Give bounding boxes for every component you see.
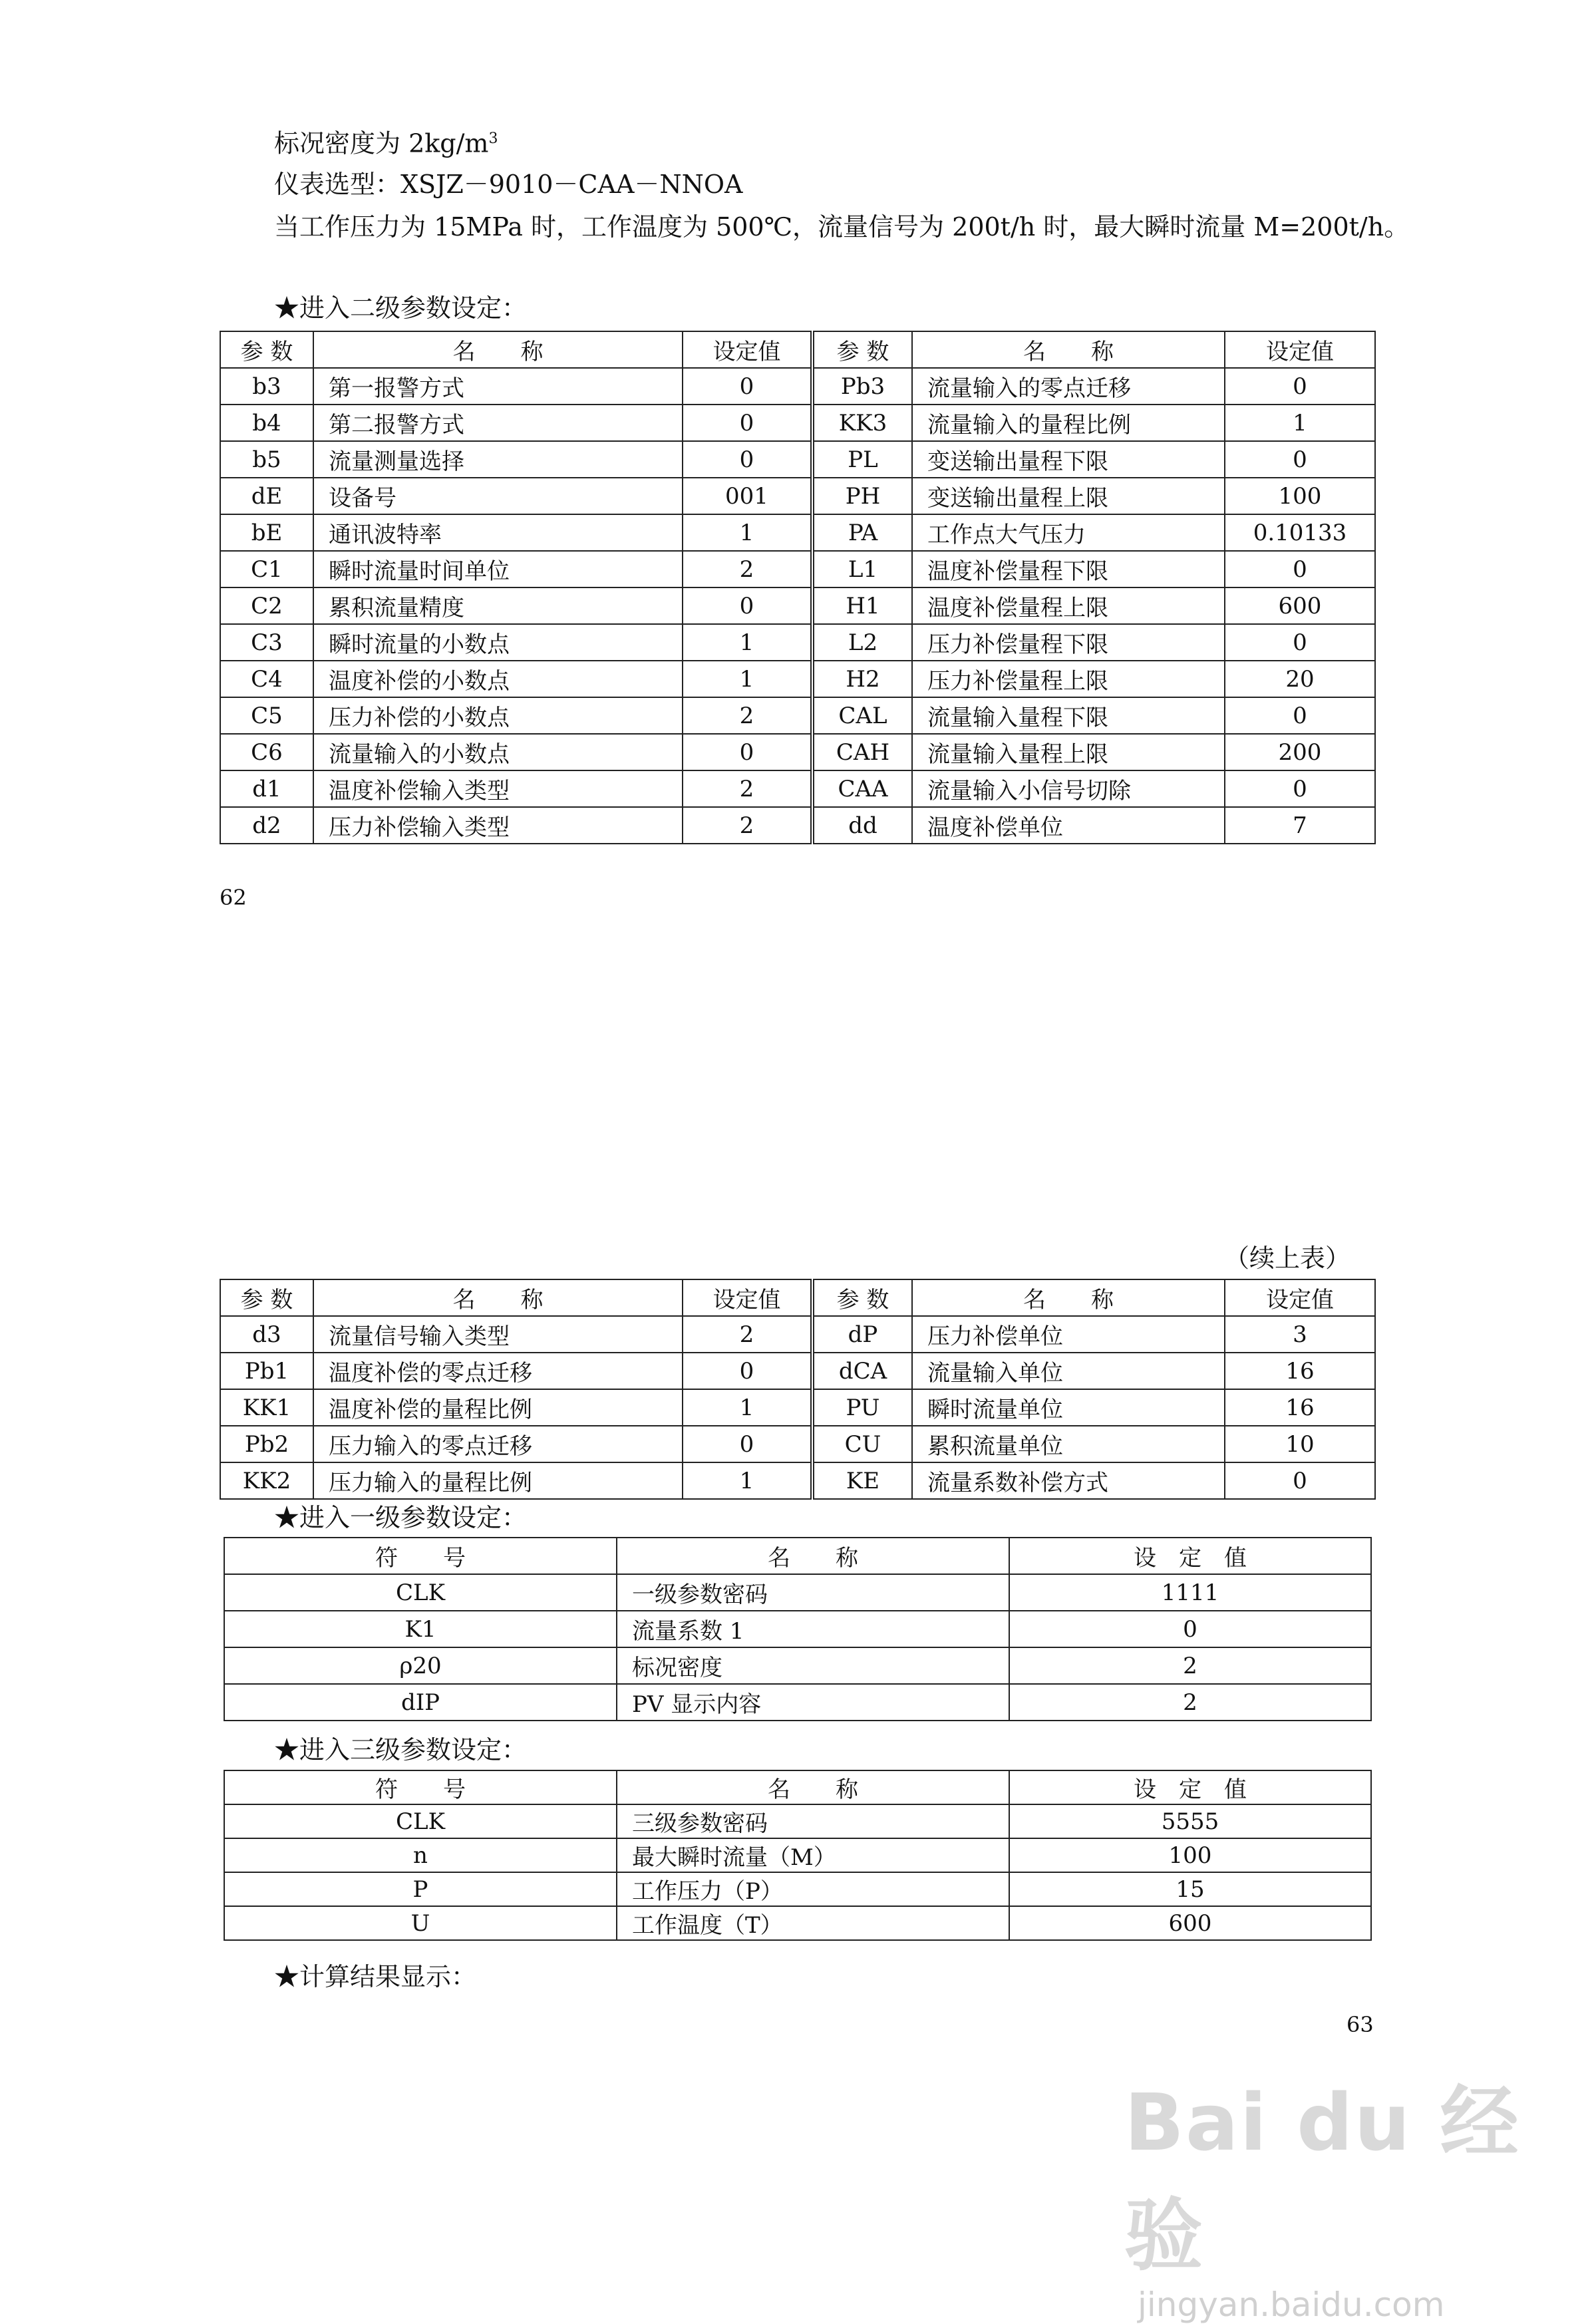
table-cell: 0.10133	[1225, 514, 1375, 551]
table-cell: 10	[1225, 1426, 1375, 1462]
table-cell: 100	[1225, 478, 1375, 514]
header-name: 名 称	[617, 1770, 1009, 1804]
table-cell: C5	[220, 697, 313, 734]
table-row	[220, 1389, 1375, 1426]
header-symbol: 符 号	[224, 1770, 617, 1804]
table-cell: 2	[683, 1316, 812, 1353]
table-cell: 1	[683, 1389, 812, 1426]
table-cell: 7	[1225, 807, 1375, 844]
table-cell: 001	[683, 478, 812, 514]
table-cell: CAL	[812, 697, 912, 734]
table-row	[224, 1906, 1371, 1940]
table-cell: 温度补偿的零点迁移	[313, 1353, 683, 1389]
table-continued-caption: （续上表）	[1224, 1244, 1351, 1273]
table-cell: 1	[1225, 405, 1375, 441]
table-cell: 设备号	[313, 478, 683, 514]
table-cell: 最大瞬时流量（M）	[617, 1838, 1009, 1872]
table-cell: dCA	[812, 1353, 912, 1389]
page-number: 62	[220, 885, 247, 910]
table-cell: d1	[220, 770, 313, 807]
table-cell: 2	[1009, 1647, 1371, 1684]
intro-line-condition: 当工作压力为 15MPa 时，工作温度为 500℃，流量信号为 200t/h 时，最大瞬时流量 M=200t/h。	[274, 212, 1410, 242]
table-cell: 工作压力（P）	[617, 1872, 1009, 1906]
table-row	[220, 770, 1375, 807]
level3-param-table	[224, 1770, 1372, 1941]
table-row	[220, 624, 1375, 661]
header-param: 参 数	[812, 331, 912, 368]
table-cell: KK1	[220, 1389, 313, 1426]
table-cell: 2	[1009, 1684, 1371, 1721]
table-cell: 0	[683, 1426, 812, 1462]
level1-param-table	[224, 1537, 1372, 1721]
intro-line-density: 标况密度为 $2kg/m^3$	[274, 128, 498, 158]
table-cell: 变送输出量程下限	[912, 441, 1225, 478]
table-cell: KK2	[220, 1462, 313, 1499]
table-cell: 瞬时流量的小数点	[313, 624, 683, 661]
table-cell: 200	[1225, 734, 1375, 770]
table-cell: 2	[683, 551, 812, 587]
header-value: 设 定 值	[1009, 1770, 1371, 1804]
header-param: 参 数	[812, 1279, 912, 1316]
table-cell: 压力补偿量程下限	[912, 624, 1225, 661]
table-cell: 16	[1225, 1389, 1375, 1426]
table-cell: U	[224, 1906, 617, 1940]
table-row	[220, 1426, 1375, 1462]
section-heading-calc: ★计算结果显示：	[274, 1962, 477, 1991]
table-body	[224, 1574, 1371, 1721]
table-row	[220, 697, 1375, 734]
table-cell: 600	[1225, 587, 1375, 624]
table-cell: 0	[683, 405, 812, 441]
header-value: 设定值	[683, 331, 812, 368]
table-cell: 2	[683, 697, 812, 734]
table-row	[224, 1611, 1371, 1647]
table-cell: KK3	[812, 405, 912, 441]
table-cell: 0	[683, 368, 812, 405]
table-cell: 0	[1225, 624, 1375, 661]
table-cell: 标况密度	[617, 1647, 1009, 1684]
table-cell: 2	[683, 770, 812, 807]
table-cell: 瞬时流量单位	[912, 1389, 1225, 1426]
table-row	[220, 1316, 1375, 1353]
table-cell: 流量系数补偿方式	[912, 1462, 1225, 1499]
table-body	[220, 368, 1375, 844]
intro-line-model: 仪表选型：XSJZ－9010－CAA－NNOA	[274, 170, 743, 199]
table-cell: d2	[220, 807, 313, 844]
table-cell: 流量输入量程下限	[912, 697, 1225, 734]
table-cell: PH	[812, 478, 912, 514]
table-cell: 0	[1225, 697, 1375, 734]
table-cell: Pb2	[220, 1426, 313, 1462]
table-cell: 流量输入单位	[912, 1353, 1225, 1389]
table-row	[220, 661, 1375, 697]
table-cell: Pb3	[812, 368, 912, 405]
table-cell: 0	[683, 1353, 812, 1389]
table-cell: 温度补偿输入类型	[313, 770, 683, 807]
table-cell: PU	[812, 1389, 912, 1426]
table-cell: 压力输入的零点迁移	[313, 1426, 683, 1462]
table-cell: 0	[683, 734, 812, 770]
table-cell: 0	[1225, 770, 1375, 807]
table-cell: 第一报警方式	[313, 368, 683, 405]
table-cell: 变送输出量程上限	[912, 478, 1225, 514]
table-cell: dP	[812, 1316, 912, 1353]
header-value: 设定值	[683, 1279, 812, 1316]
table-row	[220, 551, 1375, 587]
table-cell: 100	[1009, 1838, 1371, 1872]
header-value: 设定值	[1225, 331, 1375, 368]
table-cell: CU	[812, 1426, 912, 1462]
table-cell: CAH	[812, 734, 912, 770]
header-name: 名 称	[912, 331, 1225, 368]
table-cell: CLK	[224, 1804, 617, 1838]
table-cell: dE	[220, 478, 313, 514]
table-cell: CAA	[812, 770, 912, 807]
table-cell: 0	[683, 441, 812, 478]
header-symbol: 符 号	[224, 1538, 617, 1574]
table-cell: 三级参数密码	[617, 1804, 1009, 1838]
table-row	[220, 734, 1375, 770]
header-name: 名 称	[912, 1279, 1225, 1316]
table-cell: 1111	[1009, 1574, 1371, 1611]
header-value: 设 定 值	[1009, 1538, 1371, 1574]
header-param: 参 数	[220, 1279, 313, 1316]
section-heading-level1: ★进入一级参数设定：	[274, 1503, 528, 1532]
table-cell: 1	[683, 1462, 812, 1499]
table-cell: 流量输入的量程比例	[912, 405, 1225, 441]
table-cell: Pb1	[220, 1353, 313, 1389]
table-cell: 0	[1225, 551, 1375, 587]
table-row	[220, 478, 1375, 514]
table-cell: L2	[812, 624, 912, 661]
table-row	[224, 1647, 1371, 1684]
table-cell: 16	[1225, 1353, 1375, 1389]
table-cell: 0	[1225, 441, 1375, 478]
table-row	[220, 405, 1375, 441]
table-row	[220, 441, 1375, 478]
table-cell: 流量系数 1	[617, 1611, 1009, 1647]
header-name: 名 称	[313, 1279, 683, 1316]
table-cell: 一级参数密码	[617, 1574, 1009, 1611]
table-row	[224, 1574, 1371, 1611]
table-row	[224, 1804, 1371, 1838]
table-row	[220, 587, 1375, 624]
table-cell: bE	[220, 514, 313, 551]
table-cell: 压力补偿量程上限	[912, 661, 1225, 697]
table-header-row	[224, 1770, 1371, 1804]
table-header-row	[220, 331, 1375, 368]
table-cell: 1	[683, 624, 812, 661]
table-cell: 温度补偿量程下限	[912, 551, 1225, 587]
table-cell: 流量输入量程上限	[912, 734, 1225, 770]
page-number: 63	[1346, 2012, 1374, 2037]
table-cell: 压力输入的量程比例	[313, 1462, 683, 1499]
table-row	[224, 1684, 1371, 1721]
table-cell: PV 显示内容	[617, 1684, 1009, 1721]
table-cell: b4	[220, 405, 313, 441]
table-cell: 温度补偿单位	[912, 807, 1225, 844]
table-cell: K1	[224, 1611, 617, 1647]
table-cell: H1	[812, 587, 912, 624]
table-cell: L1	[812, 551, 912, 587]
level2-param-table-continued	[220, 1279, 1376, 1500]
table-cell: 3	[1225, 1316, 1375, 1353]
table-cell: C4	[220, 661, 313, 697]
table-cell: 0	[1225, 1462, 1375, 1499]
table-cell: 流量测量选择	[313, 441, 683, 478]
table-cell: b3	[220, 368, 313, 405]
table-cell: 1	[683, 661, 812, 697]
table-header-row	[224, 1538, 1371, 1574]
table-cell: 0	[1225, 368, 1375, 405]
table-cell: 流量输入的小数点	[313, 734, 683, 770]
table-cell: 流量信号输入类型	[313, 1316, 683, 1353]
table-row	[224, 1872, 1371, 1906]
table-cell: dIP	[224, 1684, 617, 1721]
table-cell: 压力补偿的小数点	[313, 697, 683, 734]
table-cell: 累积流量单位	[912, 1426, 1225, 1462]
table-cell: 工作温度（T）	[617, 1906, 1009, 1940]
table-cell: 工作点大气压力	[912, 514, 1225, 551]
table-cell: 通讯波特率	[313, 514, 683, 551]
table-row	[220, 514, 1375, 551]
table-cell: 第二报警方式	[313, 405, 683, 441]
table-cell: 压力补偿输入类型	[313, 807, 683, 844]
watermark-logo-text: Bai du 经验	[1124, 2076, 1520, 2281]
table-row	[220, 807, 1375, 844]
table-cell: 1	[683, 514, 812, 551]
watermark-url: jingyan.baidu.com	[1138, 2285, 1445, 2324]
table-cell: n	[224, 1838, 617, 1872]
section-heading-level2: ★进入二级参数设定：	[274, 293, 528, 323]
header-name: 名 称	[313, 331, 683, 368]
table-row	[224, 1838, 1371, 1872]
table-cell: 2	[683, 807, 812, 844]
table-cell: 温度补偿的小数点	[313, 661, 683, 697]
table-cell: 温度补偿的量程比例	[313, 1389, 683, 1426]
table-header-row	[220, 1279, 1375, 1316]
header-param: 参 数	[220, 331, 313, 368]
table-cell: KE	[812, 1462, 912, 1499]
table-cell: CLK	[224, 1574, 617, 1611]
section-heading-level3: ★进入三级参数设定：	[274, 1735, 528, 1764]
table-cell: b5	[220, 441, 313, 478]
baidu-jingyan-watermark	[1124, 2059, 1563, 2324]
table-cell: 0	[1009, 1611, 1371, 1647]
table-cell: 温度补偿量程上限	[912, 587, 1225, 624]
table-cell: C6	[220, 734, 313, 770]
header-value: 设定值	[1225, 1279, 1375, 1316]
table-cell: 0	[683, 587, 812, 624]
table-cell: 15	[1009, 1872, 1371, 1906]
header-name: 名 称	[617, 1538, 1009, 1574]
table-cell: P	[224, 1872, 617, 1906]
table-body	[220, 1316, 1375, 1499]
table-cell: 5555	[1009, 1804, 1371, 1838]
table-cell: d3	[220, 1316, 313, 1353]
table-body	[224, 1804, 1371, 1940]
table-row	[220, 368, 1375, 405]
table-row	[220, 1462, 1375, 1499]
table-cell: 600	[1009, 1906, 1371, 1940]
table-cell: C2	[220, 587, 313, 624]
table-cell: ρ20	[224, 1647, 617, 1684]
table-cell: C3	[220, 624, 313, 661]
table-cell: 流量输入小信号切除	[912, 770, 1225, 807]
table-cell: 瞬时流量时间单位	[313, 551, 683, 587]
table-cell: 压力补偿单位	[912, 1316, 1225, 1353]
table-cell: C1	[220, 551, 313, 587]
table-cell: H2	[812, 661, 912, 697]
table-cell: 累积流量精度	[313, 587, 683, 624]
table-cell: dd	[812, 807, 912, 844]
table-cell: PL	[812, 441, 912, 478]
table-cell: PA	[812, 514, 912, 551]
table-row	[220, 1353, 1375, 1389]
level2-param-table	[220, 331, 1376, 844]
table-cell: 20	[1225, 661, 1375, 697]
table-cell: 流量输入的零点迁移	[912, 368, 1225, 405]
